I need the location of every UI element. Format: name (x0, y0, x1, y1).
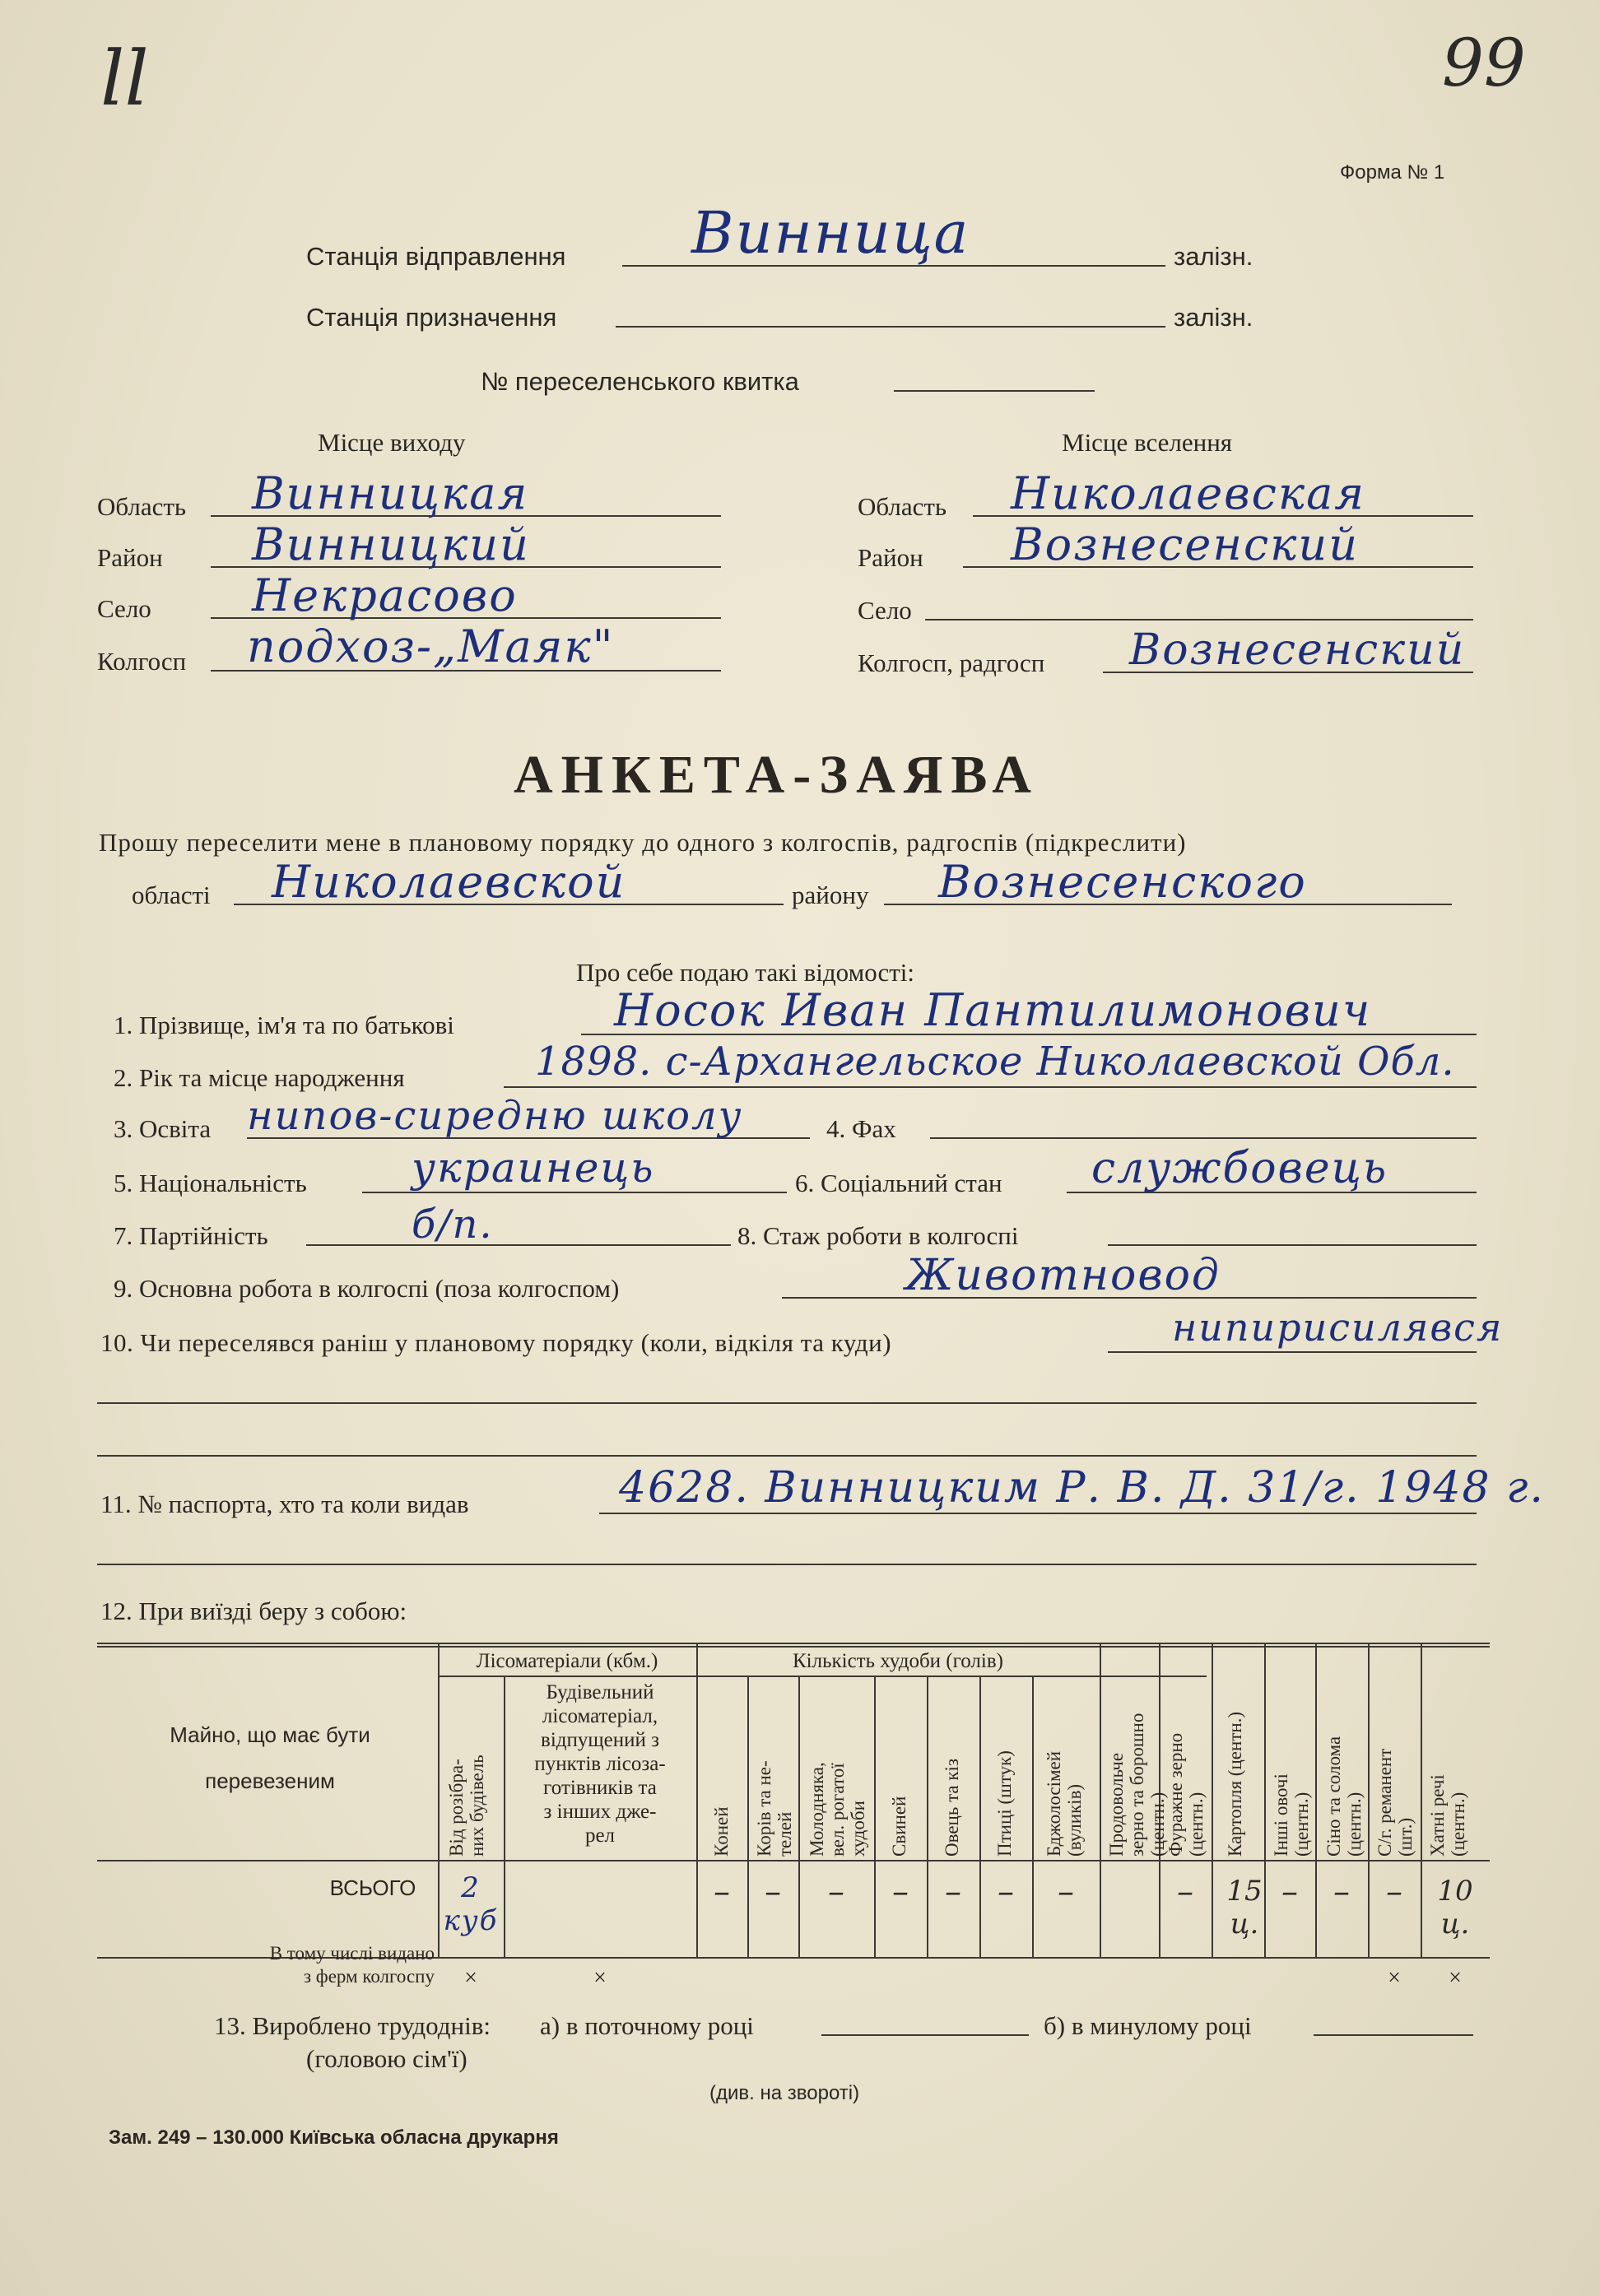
total-dismantled: 2 куб (443, 1871, 499, 1937)
item-2-label: 2. Рік та місце народження (114, 1063, 405, 1092)
item-6-label: 6. Соціальний стан (795, 1169, 1002, 1197)
item-8-label: 8. Стаж роботи в колгоспі (737, 1221, 1019, 1250)
destination-raion-value: Вознесенский (1011, 518, 1359, 570)
total-household: 10 ц. (1437, 1875, 1473, 1940)
item-2-value: 1898. с-Архангельское Николаевской Обл. (535, 1039, 1455, 1085)
item-6-value: службовець (1091, 1144, 1388, 1193)
origin-oblast-label: Область (97, 492, 187, 521)
request-raion-value: Вознесенского (938, 856, 1307, 908)
workdays-note: (головою сім'ї) (306, 2044, 467, 2073)
total-vegetables: – (1281, 1873, 1298, 1911)
item-5-label: 5. Національність (114, 1169, 307, 1197)
total-implements: – (1386, 1873, 1402, 1911)
item-4-label: 4. Фах (826, 1114, 896, 1143)
col-young-cattle: Молодняка, вел. рогатої худоби (807, 1762, 868, 1857)
item-7-label: 7. Партійність (114, 1221, 268, 1250)
destination-farm-label: Колгосп, радгосп (858, 648, 1045, 677)
total-pigs: – (892, 1873, 909, 1911)
total-sheep: – (945, 1873, 961, 1911)
property-column-header: Майно, що має бути перевезеним (170, 1722, 370, 1793)
workdays-current-label: а) в поточному році (540, 2011, 754, 2040)
departure-station-label: Станція відправлення (306, 242, 566, 271)
archive-mark-left: ll (100, 35, 149, 123)
item-1-label: 1. Прізвище, ім'я та по батькові (114, 1011, 454, 1039)
col-household-items: Хатні речі (центн.) (1427, 1774, 1468, 1857)
col-pigs: Свиней (889, 1796, 909, 1857)
livestock-group-header: Кількість худоби (голів) (793, 1650, 1003, 1672)
origin-raion-value: Винницкий (252, 518, 530, 570)
see-reverse-note: (див. на звороті) (709, 2082, 860, 2104)
destination-oblast-label: Область (858, 492, 947, 521)
col-poultry: Птиці (штук) (994, 1750, 1015, 1857)
request-oblast-value: Николаевской (272, 856, 626, 908)
item-1-value: Носок Иван Пантилимонович (614, 984, 1372, 1036)
item-11-value: 4628. Винницким Р. В. Д. 31/г. 1948 г. (619, 1463, 1545, 1513)
destination-raion-label: Район (858, 543, 923, 572)
col-vegetables: Інші овочі (центн.) (1271, 1773, 1312, 1857)
kolkhoz-dismantled-x: × (464, 1965, 477, 1991)
total-young-cattle: – (828, 1873, 844, 1911)
item-3-value: нипов-сиредню школу (247, 1093, 743, 1139)
workdays-previous-label: б) в минулому році (1044, 2011, 1252, 2040)
col-dismantled-buildings: Від розібра- них будівель (446, 1755, 487, 1857)
origin-kolkhoz-label: Колгосп (97, 647, 187, 676)
timber-group-header: Лісоматеріали (кбм.) (476, 1650, 658, 1672)
origin-kolkhoz-value: подхоз-„Маяк" (247, 620, 615, 672)
total-horses: – (714, 1873, 730, 1911)
col-horses: Коней (711, 1806, 732, 1857)
settlement-heading: Місце вселення (1062, 428, 1233, 457)
total-hay: – (1333, 1873, 1350, 1911)
col-cows-heifers: Корів та не- телей (754, 1760, 795, 1857)
item-13-label: 13. Вироблено трудоднів: (214, 2011, 491, 2040)
info-intro: Про себе подаю такі відомості: (576, 958, 915, 987)
kolkhoz-implements-x: × (1388, 1965, 1401, 1991)
total-beehives: – (1058, 1873, 1074, 1911)
property-table (97, 1643, 1490, 2001)
request-text: Прошу переселити мене в плановому порядку до одного з колгоспів, радгоспів (підкреслити) (99, 828, 1187, 857)
departure-railway-label: залізн. (1174, 242, 1253, 271)
origin-raion-label: Район (97, 543, 163, 572)
page-title: АНКЕТА-ЗАЯВА (514, 745, 1040, 805)
destination-farm-value: Вознесенский (1129, 625, 1466, 675)
destination-railway-label: залізн. (1174, 303, 1253, 332)
request-raion-label: району (792, 881, 869, 909)
destination-oblast-value: Николаевская (1011, 467, 1366, 519)
total-cows: – (765, 1873, 781, 1911)
item-11-label: 11. № паспорта, хто та коли видав (100, 1490, 469, 1518)
destination-station-label: Станція призначення (306, 303, 557, 332)
col-potatoes: Картопля (центн.) (1225, 1711, 1245, 1857)
kolkhoz-timber-x: × (593, 1965, 607, 1991)
total-fodder-grain: – (1177, 1873, 1193, 1911)
origin-heading: Місце виходу (318, 428, 466, 457)
item-9-value: Животновод (905, 1251, 1221, 1300)
item-10-label: 10. Чи переселявся раніш у плановому порядку (коли, відкіля та куди) (100, 1328, 892, 1357)
item-12-label: 12. При виїзді беру з собою: (100, 1597, 407, 1625)
origin-oblast-value: Винницкая (252, 467, 529, 519)
archive-page-number: 99 (1442, 25, 1526, 101)
printer-imprint: Зам. 249 – 130.000 Київська обласна друкарня (109, 2126, 559, 2149)
item-3-label: 3. Освіта (114, 1114, 212, 1143)
col-beehives: Бджолосімей (вуликів) (1044, 1750, 1085, 1857)
total-poultry: – (998, 1873, 1014, 1911)
item-10-value: нипирисилявся (1172, 1305, 1504, 1350)
kolkhoz-row-label: В тому числі видано з ферм колгоспу (269, 1943, 435, 1987)
origin-village-label: Село (97, 594, 151, 623)
request-oblast-label: області (132, 881, 211, 909)
col-agri-implements: С/г. реманент (шт.) (1374, 1748, 1416, 1857)
item-9-label: 9. Основна робота в колгоспі (поза колгоспом) (114, 1274, 620, 1303)
origin-village-value: Некрасово (252, 569, 518, 621)
form-number: Форма № 1 (1340, 161, 1445, 184)
destination-village-label: Село (858, 596, 912, 625)
total-potatoes: 15 ц. (1226, 1875, 1263, 1940)
ticket-number-label: № переселенського квитка (481, 367, 799, 396)
timber-issued-header: Будівельний лісоматеріал, відпущений з пунктів лісоза- готівників та з інших дже- рел (534, 1681, 666, 1847)
col-food-grain: Продовольче зерно та борошно (центн.) (1106, 1713, 1168, 1857)
item-5-value: украинець (412, 1144, 655, 1192)
total-row-label: ВСЬОГО (329, 1875, 416, 1900)
departure-station-value: Винница (691, 199, 970, 267)
col-sheep-goats: Овець та кіз (942, 1758, 962, 1857)
col-fodder-grain: Фуражне зерно (центн.) (1165, 1732, 1207, 1857)
kolkhoz-household-x: × (1449, 1965, 1462, 1991)
col-hay-straw: Сіно та солома (центн.) (1323, 1736, 1365, 1857)
item-7-value: б/п. (412, 1201, 494, 1248)
